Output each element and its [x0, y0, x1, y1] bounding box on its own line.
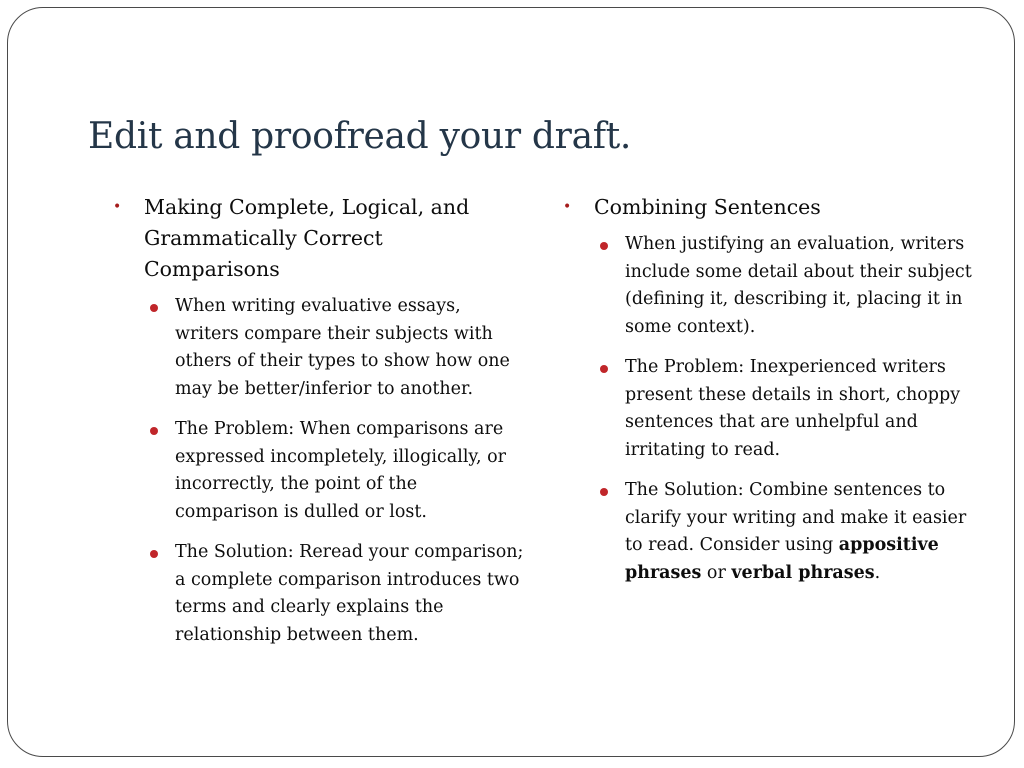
bullet-icon: [150, 304, 158, 312]
right-column: [560, 192, 980, 600]
solution-prefix: The Solution: Combine sentences to clarify your writing and make it easier to read. Consider using: [625, 480, 967, 555]
right-point-text: The Problem: Inexperienced writers present these details in short, choppy sentences that are unhelpful and irritating to read.: [625, 357, 961, 460]
bullet-icon: [150, 427, 158, 435]
left-point-2: [110, 416, 524, 526]
bullet-icon: [600, 242, 608, 250]
right-heading: Combining Sentences: [594, 195, 821, 219]
left-heading-item: [110, 192, 520, 285]
bullet-icon: •: [113, 199, 122, 215]
left-point-3: [110, 539, 524, 649]
term-verbal-phrases: verbal phrases: [731, 562, 875, 583]
right-point-1: [560, 231, 980, 341]
right-heading-item: [560, 192, 980, 223]
left-heading: Making Complete, Logical, and Grammatically Correct Comparisons: [144, 195, 470, 281]
solution-connector: or: [701, 562, 732, 583]
slide-title: Edit and proofread your draft.: [88, 116, 632, 157]
left-point-text: When writing evaluative essays, writers compare their subjects with others of their types to show how one may be better/inferior to another.: [175, 296, 510, 399]
left-point-1: [110, 293, 524, 403]
solution-suffix: .: [874, 562, 881, 583]
term-appositive-phrases: appositive phrases: [625, 535, 939, 583]
right-point-text: When justifying an evaluation, writers include some detail about their subject (defining it, describing it, placing it in some context).: [625, 234, 972, 337]
bullet-icon: [150, 550, 158, 558]
left-point-text: The Problem: When comparisons are expressed incompletely, illogically, or incorrectly, the point of the comparison is dulled or lost.: [175, 419, 507, 522]
right-point-3: [560, 477, 980, 587]
bullet-icon: [600, 488, 608, 496]
bullet-icon: [600, 365, 608, 373]
left-column: [110, 192, 524, 662]
bullet-icon: •: [563, 199, 572, 215]
left-point-text: The Solution: Reread your comparison; a complete comparison introduces two terms and clearly explains the relationship between them.: [175, 542, 524, 645]
right-point-2: [560, 354, 980, 464]
